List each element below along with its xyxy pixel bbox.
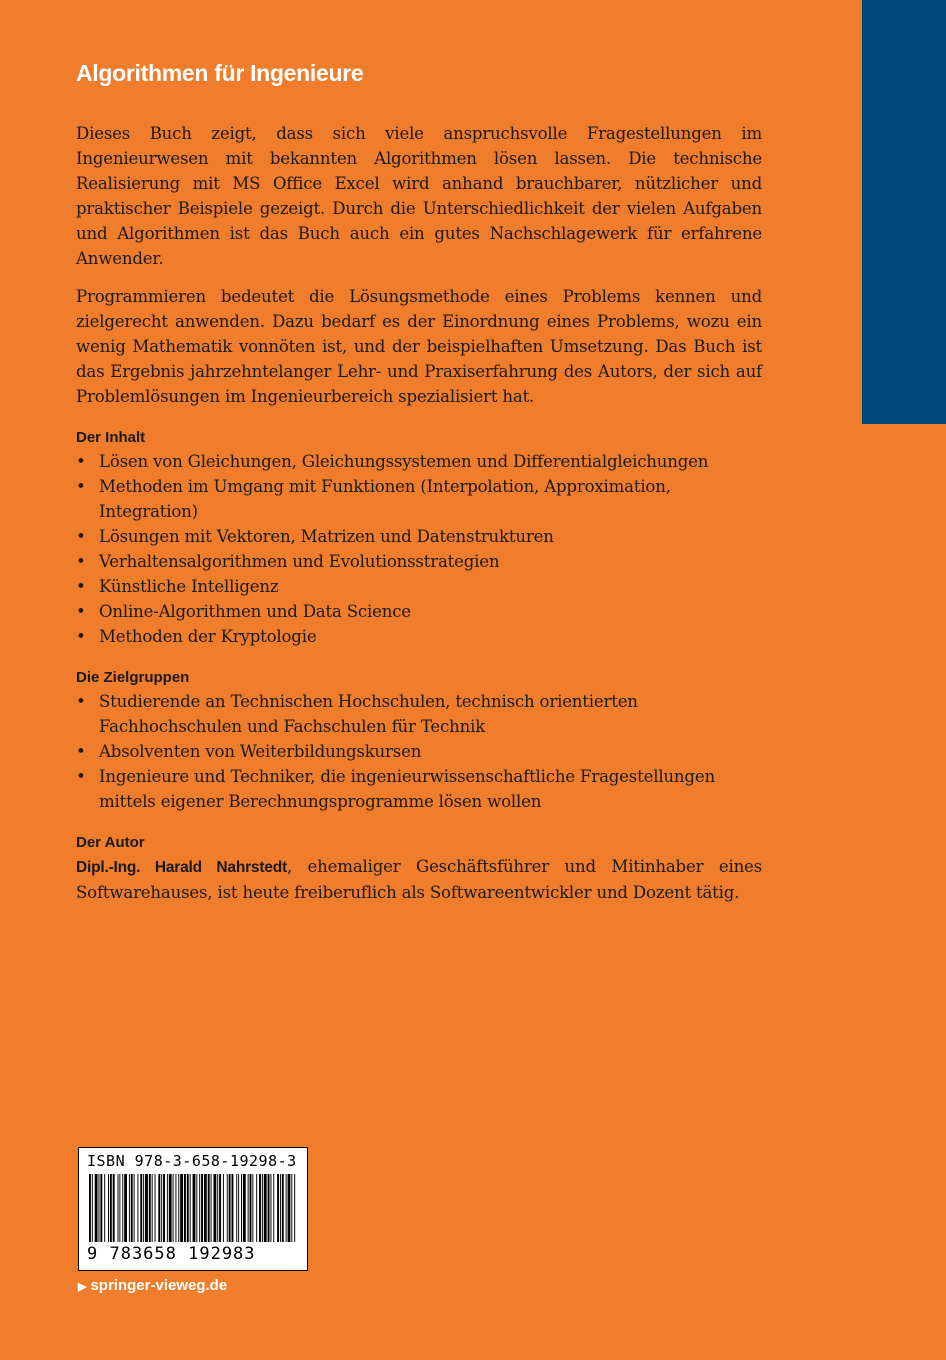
list-item: • Online-Algorithmen und Data Science [76,602,411,621]
intro-paragraph-1: Dieses Buch zeigt, dass sich viele anspruchsvolle Fragestellungen im Ingenieurwesen mit bekannten Algorithmen lösen lassen. Die technische Realisierung mit MS Office Excel wird anhand brauchbarer, nützlicher und praktischer Beispiele gezeigt. Durch die Unterschiedlichkeit der vielen Aufgaben und Algorithmen ist das Buch auch ein gutes Nachschlagewerk für erfahrene Anwender. [76,124,762,268]
list-item: • Verhaltensalgorithmen und Evolutionsstrategien [76,552,500,571]
list-item: • Absolventen von Weiterbildungskursen [76,742,422,761]
zielgruppen-heading: Die Zielgruppen [76,669,190,686]
accent-bar [862,0,946,424]
autor-heading: Der Autor [76,834,145,851]
list-item: • Methoden der Kryptologie [76,627,317,646]
list-item: • Lösungen mit Vektoren, Matrizen und Datenstrukturen [76,527,554,546]
isbn-label: ISBN 978-3-658-19298-3 [87,1152,297,1170]
arrow-right-icon: ▶ [78,1281,87,1293]
list-item: • Methoden im Umgang mit Funktionen (Interpolation, Approximation, Integration) [76,477,671,521]
back-cover-content [76,60,762,905]
list-item: • Lösen von Gleichungen, Gleichungssystemen und Differentialgleichungen [76,452,709,471]
book-title: Algorithmen für Ingenieure [76,60,364,86]
list-item: • Studierende an Technischen Hochschulen, technisch orientierten Fachhochschulen und Fachschulen für Technik [76,692,638,736]
author-bio: , ehemaliger Geschäftsführer und Mitinhaber eines Softwarehauses, ist heute freiberuflich als Softwareentwickler und Dozent tätig. [76,857,762,902]
list-item: • Künstliche Intelligenz [76,577,279,596]
inhalt-list [76,449,762,649]
author-name: Dipl.-Ing. Harald Nahrstedt [76,859,287,876]
barcode-box [78,1147,308,1271]
barcode-icon [87,1174,299,1242]
inhalt-heading: Der Inhalt [76,429,146,446]
intro-paragraph-2: Programmieren bedeutet die Lösungsmethode eines Problems kennen und zielgerecht anwenden. Dazu bedarf es der Einordnung eines Problems, wozu ein wenig Mathematik vonnöten ist, und der beispielhaften Umsetzung. Das Buch ist das Ergebnis jahrzehntelanger Lehr- und Praxiserfahrung des Autors, der sich auf Problemlösungen im Ingenieurbereich spezialisiert hat. [76,287,762,406]
list-item: • Ingenieure und Techniker, die ingenieurwissenschaftliche Fragestellungen mittels eigener Berechnungsprogramme lösen wollen [76,767,715,811]
website-link[interactable]: springer-vieweg.de [90,1277,228,1294]
zielgruppen-list [76,689,762,814]
publisher-website[interactable] [78,1277,227,1294]
barcode-digits: 9 783658 192983 [87,1244,256,1264]
author-paragraph [76,854,762,905]
